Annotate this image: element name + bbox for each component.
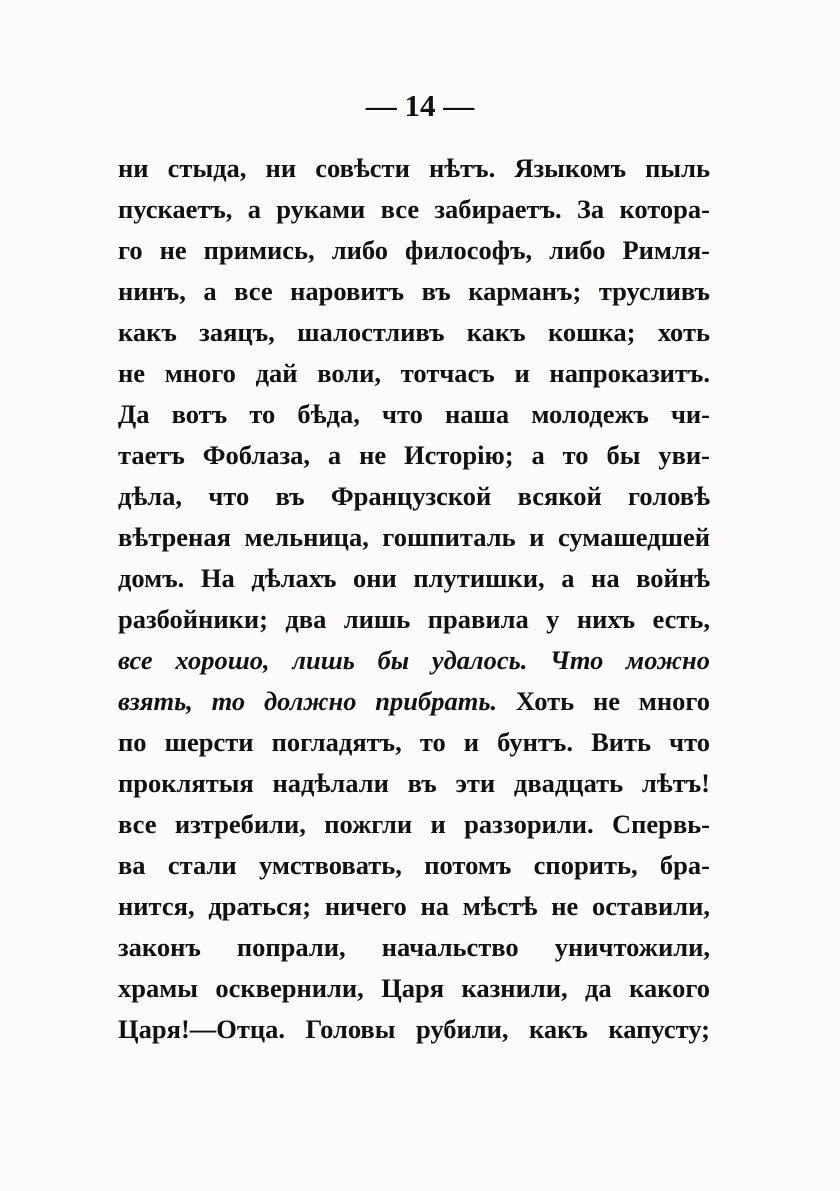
text-line: все изтребили, пожгли и раззорили. Спервь- xyxy=(118,809,710,839)
text-line: разбойники; два лишь правила у нихъ есть, xyxy=(118,604,710,634)
text-line: вѣтреная мельница, гошпиталь и сумашедшей xyxy=(118,522,710,552)
text-line: таетъ Фоблаза, а не Исторію; а то бы уви- xyxy=(118,440,710,470)
text-line: по шерсти погладятъ, то и бунтъ. Вить что xyxy=(118,727,710,757)
text-line: пускаетъ, а руками все забираетъ. За котора- xyxy=(118,194,710,224)
text-line: го не примись, либо философъ, либо Римля- xyxy=(118,235,710,265)
text-line: храмы осквернили, Царя казнили, да какого xyxy=(118,973,710,1003)
text-run: Хоть не много xyxy=(497,686,710,716)
text-line: законъ попрали, начальство уничтожили, xyxy=(118,932,710,962)
text-line: ни стыда, ни совѣсти нѣтъ. Языкомъ пыль xyxy=(118,153,710,183)
text-line: ва стали умствовать, потомъ спорить, бра- xyxy=(118,850,710,880)
text-line: нинъ, а все наровитъ въ карманъ; трусливъ xyxy=(118,276,710,306)
text-line: нится, драться; ничего на мѣстѣ не оставили, xyxy=(118,891,710,921)
text-line: какъ заяцъ, шалостливъ какъ кошка; хоть xyxy=(118,317,710,347)
text-line: не много дай воли, тотчасъ и напроказитъ. xyxy=(118,358,710,388)
italic-text-line: все хорошо, лишь бы удалось. Что можно xyxy=(118,645,710,675)
text-line: Царя!—Отца. Головы рубили, какъ капусту; xyxy=(118,1014,710,1044)
mixed-text-line xyxy=(118,681,710,722)
text-line: дѣла, что въ Французской всякой головѣ xyxy=(118,481,710,511)
italic-phrase: взять, то должно прибрать. xyxy=(118,686,498,716)
body-text xyxy=(118,148,710,1050)
page-number: — 14 — xyxy=(365,88,475,123)
text-line: домъ. На дѣлахъ они плутишки, а на войнѣ xyxy=(118,563,710,593)
text-line: Да вотъ то бѣда, что наша молодежъ чи- xyxy=(118,399,710,429)
text-line: проклятыя надѣлали въ эти двадцать лѣтъ! xyxy=(118,768,710,798)
